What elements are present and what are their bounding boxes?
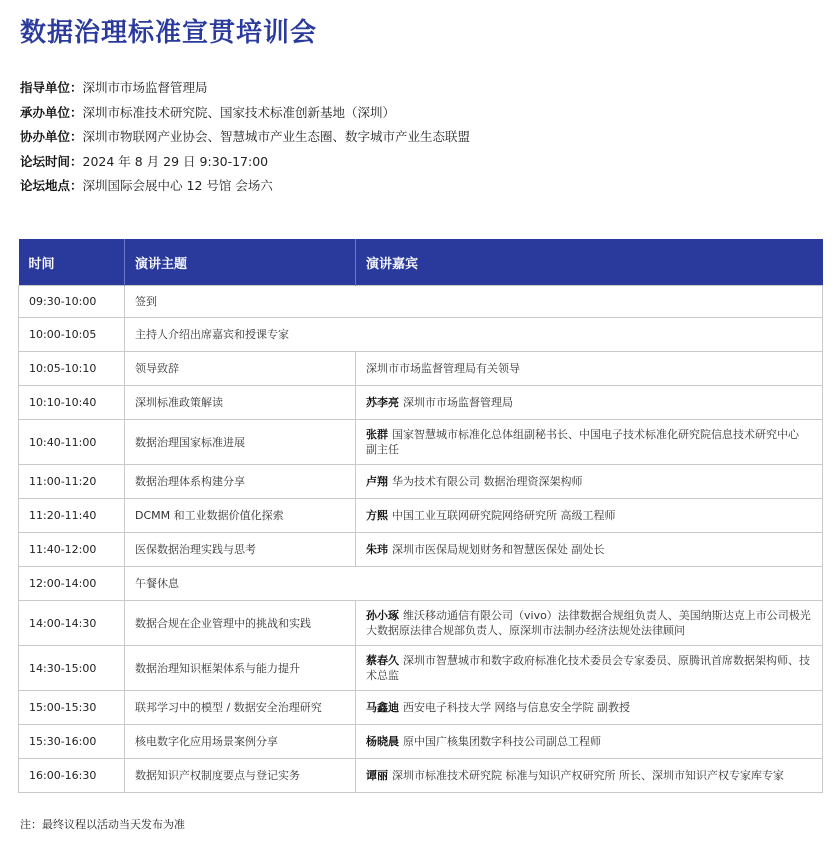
speaker-name: 方熙 [366,509,388,522]
row-topic: 数据治理体系构建分享 [125,465,356,499]
row-time: 16:00-16:30 [19,759,125,793]
speaker-org: 深圳市智慧城市和数字政府标准化技术委员会专家委员、原腾讯首席数据架构师、技术总监 [366,654,810,682]
info-row [20,175,470,200]
row-topic: 数据合规在企业管理中的挑战和实践 [125,601,356,646]
info-value: 深圳市物联网产业协会、智慧城市产业生态圈、数字城市产业生态联盟 [82,129,471,144]
speaker-name: 孙小琢 [366,609,399,622]
row-speaker [356,601,823,646]
row-time: 12:00-14:00 [19,567,125,601]
row-speaker [356,386,823,420]
header-time: 时间 [19,239,125,286]
footnote: 注：最终议程以活动当天发布为准 [20,818,185,831]
speaker-org: 深圳市市场监督管理局有关领导 [366,362,520,375]
speaker-name: 谭丽 [366,769,388,782]
row-speaker [356,352,823,386]
row-time: 14:30-15:00 [19,646,125,691]
row-topic: 签到 [125,286,823,318]
table-row [19,465,823,499]
info-value: 深圳市标准技术研究院、国家技术标准创新基地（深圳） [82,104,396,120]
info-key: 承办单位： [20,104,83,120]
info-key: 协办单位： [20,129,83,144]
row-speaker [356,646,823,691]
row-time: 10:00-10:05 [19,318,125,352]
table-row [19,759,823,793]
row-topic: 医保数据治理实践与思考 [125,533,356,567]
speaker-name: 卢翔 [366,475,388,488]
row-time: 11:20-11:40 [19,499,125,533]
header-topic: 演讲主题 [125,239,356,286]
speaker-name: 蔡春久 [366,654,399,667]
row-time: 11:40-12:00 [19,533,125,567]
speaker-name: 张群 [366,428,388,441]
row-time: 10:05-10:10 [19,352,125,386]
row-topic: 核电数字化应用场景案例分享 [125,725,356,759]
row-speaker [356,465,823,499]
header-speaker: 演讲嘉宾 [356,239,823,286]
speaker-org: 国家智慧城市标准化总体组副秘书长、中国电子技术标准化研究院信息技术研究中心 副主任 [366,428,799,456]
row-speaker [356,691,823,725]
row-topic: 数据治理国家标准进展 [125,420,356,465]
row-speaker [356,499,823,533]
table-row [19,499,823,533]
event-info [20,77,470,200]
table-row [19,420,823,465]
row-topic: 深圳标准政策解读 [125,386,356,420]
table-row [19,286,823,318]
speaker-name: 杨晓晨 [366,735,399,748]
speaker-org: 深圳市市场监督管理局 [403,396,513,409]
speaker-name: 苏李亮 [366,396,399,409]
info-value: 深圳国际会展中心 12 号馆 会场六 [82,178,273,193]
row-topic: 主持人介绍出席嘉宾和授课专家 [125,318,823,352]
table-row [19,386,823,420]
row-time: 10:40-11:00 [19,420,125,465]
speaker-name: 马鑫迪 [366,701,399,714]
table-row [19,318,823,352]
row-time: 15:00-15:30 [19,691,125,725]
info-row [20,102,470,127]
info-row [20,77,470,102]
table-row [19,567,823,601]
info-row [20,126,470,151]
speaker-org: 深圳市标准技术研究院 标准与知识产权研究所 所长、深圳市知识产权专家库专家 [392,769,784,782]
table-header-row [19,239,823,286]
schedule-table [18,239,823,793]
page-title: 数据治理标准宣贯培训会 [20,18,318,48]
speaker-org: 中国工业互联网研究院网络研究所 高级工程师 [392,509,616,522]
row-time: 09:30-10:00 [19,286,125,318]
schedule-rows [19,286,823,793]
info-value: 2024 年 8 月 29 日 9:30-17:00 [82,153,269,169]
row-time: 14:00-14:30 [19,601,125,646]
info-row [20,151,470,176]
speaker-name: 朱玮 [366,543,388,556]
speaker-org: 华为技术有限公司 数据治理资深架构师 [392,475,583,488]
info-key: 论坛地点： [20,178,83,193]
row-time: 15:30-16:00 [19,725,125,759]
row-speaker [356,759,823,793]
table-row [19,691,823,725]
speaker-org: 西安电子科技大学 网络与信息安全学院 副教授 [403,701,630,714]
info-key: 指导单位： [20,80,83,95]
table-row [19,646,823,691]
table-row [19,725,823,759]
info-key: 论坛时间： [20,153,83,169]
table-row [19,601,823,646]
speaker-org: 原中国广核集团数字科技公司副总工程师 [403,735,601,748]
row-speaker [356,725,823,759]
info-value: 深圳市市场监督管理局 [82,80,208,95]
row-topic: DCMM 和工业数据价值化探索 [125,499,356,533]
row-topic: 联邦学习中的模型 / 数据安全治理研究 [125,691,356,725]
row-topic: 数据知识产权制度要点与登记实务 [125,759,356,793]
row-topic: 领导致辞 [125,352,356,386]
row-speaker [356,533,823,567]
speaker-org: 深圳市医保局规划财务和智慧医保处 副处长 [392,543,605,556]
speaker-org: 维沃移动通信有限公司（vivo）法律数据合规组负责人、美国纳斯达克上市公司极光大数据原法律合规部负责人、原深圳市法制办经济法规处法律顾问 [366,609,811,637]
row-speaker [356,420,823,465]
table-row [19,533,823,567]
table-row [19,352,823,386]
row-topic: 午餐休息 [125,567,823,601]
row-topic: 数据治理知识框架体系与能力提升 [125,646,356,691]
row-time: 10:10-10:40 [19,386,125,420]
row-time: 11:00-11:20 [19,465,125,499]
